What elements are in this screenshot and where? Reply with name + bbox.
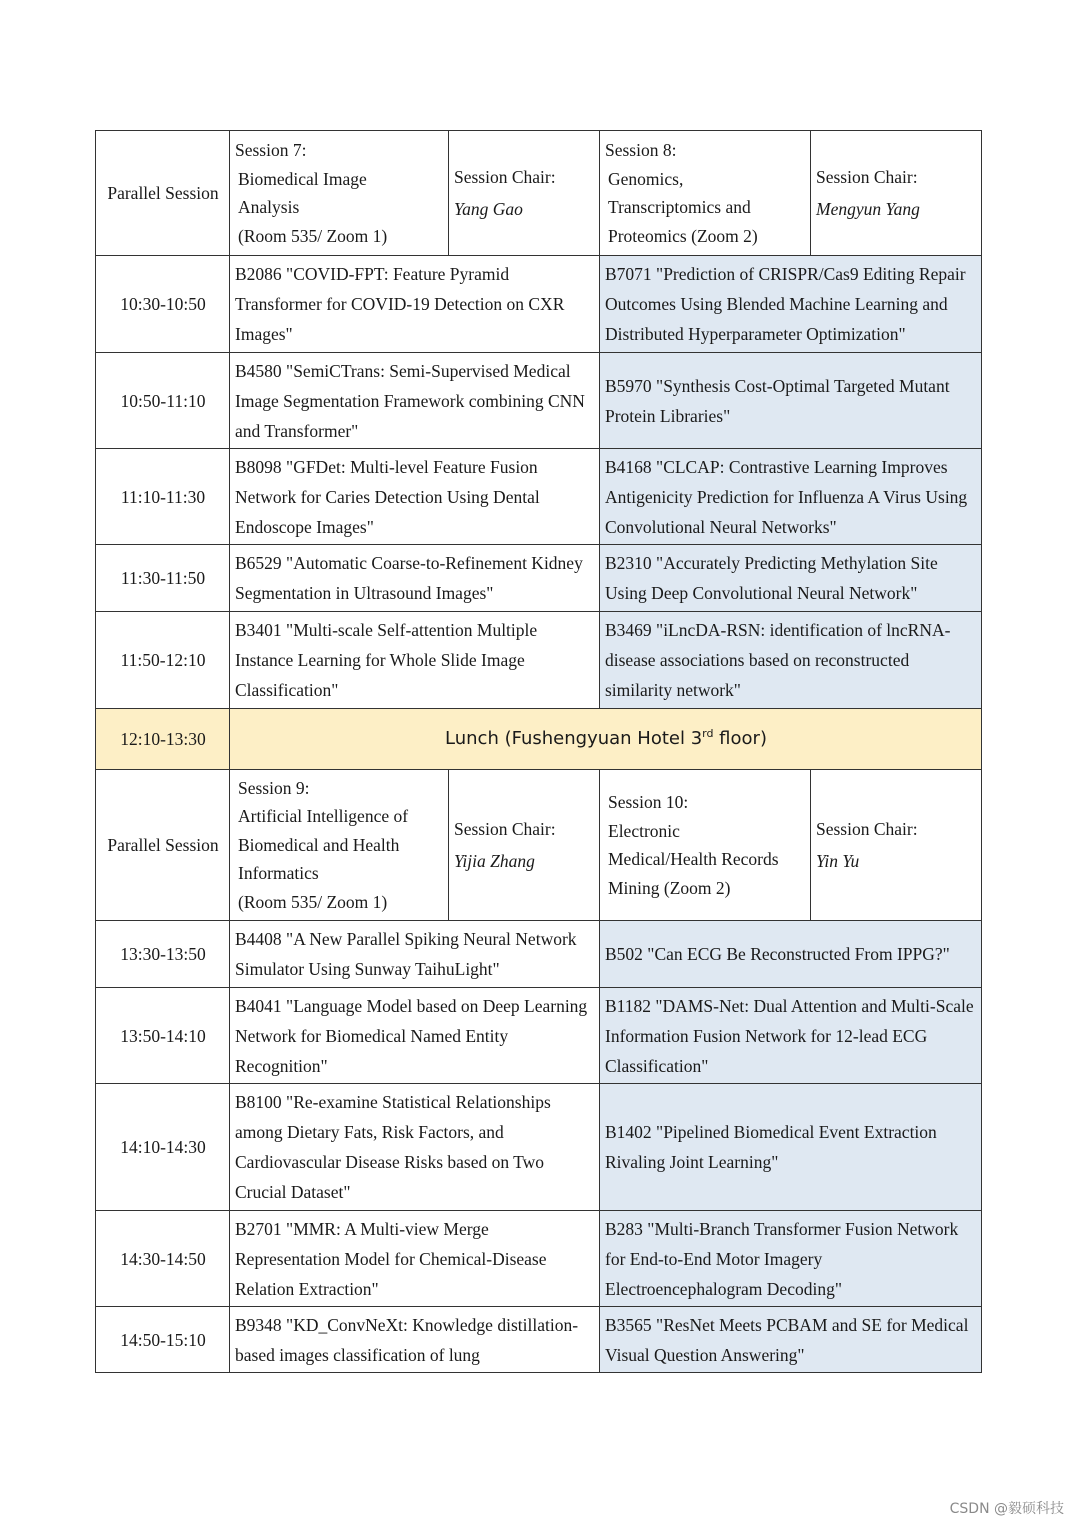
time-slot: 14:50-15:10 (96, 1307, 230, 1373)
paper-left: B4580 "SemiCTrans: Semi-Supervised Medical Image Segmentation Framework combining CNN and Transformer" (230, 353, 600, 449)
paper-left: B2701 "MMR: A Multi-view Merge Representation Model for Chemical-Disease Relation Extraction" (230, 1211, 600, 1307)
session-header-row (96, 770, 982, 921)
session-8-info (600, 131, 811, 256)
paper-left: B4041 "Language Model based on Deep Learning Network for Biomedical Named Entity Recognition" (230, 988, 600, 1084)
session-title: Session 8: (605, 140, 677, 160)
chair-label: Session Chair: (454, 819, 556, 839)
paper-left: B6529 "Automatic Coarse-to-Refinement Kidney Segmentation in Ultrasound Images" (230, 545, 600, 612)
lunch-title-sup: rd (702, 727, 714, 740)
session-topic: Electronic (608, 820, 680, 841)
paper-left: B2086 "COVID-FPT: Feature Pyramid Transformer for COVID-19 Detection on CXR Images" (230, 256, 600, 353)
paper-right: B1402 "Pipelined Biomedical Event Extraction Rivaling Joint Learning" (600, 1084, 982, 1211)
schedule-row (96, 612, 982, 709)
chair-name: Yijia Zhang (454, 851, 535, 871)
paper-right: B4168 "CLCAP: Contrastive Learning Improves Antigenicity Prediction for Influenza A Virus Using Convolutional Neural Networks" (600, 449, 982, 545)
watermark: CSDN @毅硕科技 (949, 1501, 1064, 1517)
chair-label: Session Chair: (454, 167, 556, 187)
session-topic: Biomedical and Health (238, 834, 400, 855)
session-title: Session 9: (238, 777, 310, 798)
session-title: Session 10: (608, 792, 689, 812)
session-10-chair (811, 770, 982, 921)
paper-right: B1182 "DAMS-Net: Dual Attention and Multi-Scale Information Fusion Network for 12-lead ECG Classification" (600, 988, 982, 1084)
session-topic: Biomedical Image (238, 168, 367, 189)
session-room: (Room 535/ Zoom 1) (238, 225, 388, 246)
time-slot: 14:30-14:50 (96, 1211, 230, 1307)
session-room: (Room 535/ Zoom 1) (238, 891, 388, 912)
session-title: Session 7: (235, 140, 307, 160)
paper-right: B283 "Multi-Branch Transformer Fusion Network for End-to-End Motor Imagery Electroencephalogram Decoding" (600, 1211, 982, 1307)
schedule-table (95, 130, 982, 1373)
time-slot: 10:50-11:10 (96, 353, 230, 449)
session-topic: Artificial Intelligence of (238, 806, 409, 827)
paper-right: B3469 "iLncDA-RSN: identification of lncRNA-disease associations based on reconstructed similarity network" (600, 612, 982, 709)
time-slot: 11:10-11:30 (96, 449, 230, 545)
paper-right: B2310 "Accurately Predicting Methylation Site Using Deep Convolutional Neural Network" (600, 545, 982, 612)
parallel-session-label: Parallel Session (96, 131, 230, 256)
lunch-title (230, 709, 982, 770)
time-slot: 14:10-14:30 (96, 1084, 230, 1211)
session-topic: Informatics (238, 863, 319, 884)
paper-left: B8100 "Re-examine Statistical Relationships among Dietary Fats, Risk Factors, and Cardiovascular Disease Risks based on Two Crucial Dataset" (230, 1084, 600, 1211)
session-topic: Genomics, (608, 168, 684, 189)
lunch-title-text: floor) (713, 728, 767, 749)
session-topic: Medical/Health Records (608, 849, 779, 869)
time-slot: 13:50-14:10 (96, 988, 230, 1084)
paper-left: B3401 "Multi-scale Self-attention Multiple Instance Learning for Whole Slide Image Classification" (230, 612, 600, 709)
schedule-row (96, 1211, 982, 1307)
schedule-row (96, 1084, 982, 1211)
chair-label: Session Chair: (816, 819, 918, 839)
chair-label: Session Chair: (816, 167, 918, 187)
paper-right: B5970 "Synthesis Cost-Optimal Targeted Mutant Protein Libraries" (600, 353, 982, 449)
session-10-info (600, 770, 811, 921)
time-slot: 13:30-13:50 (96, 921, 230, 988)
paper-left: B4408 "A New Parallel Spiking Neural Network Simulator Using Sunway TaihuLight" (230, 921, 600, 988)
lunch-title-text: Lunch (Fushengyuan Hotel 3 (445, 728, 703, 749)
session-7-info (230, 131, 449, 256)
chair-name: Yang Gao (454, 199, 523, 219)
session-7-chair (449, 131, 600, 256)
paper-left: B8098 "GFDet: Multi-level Feature Fusion Network for Caries Detection Using Dental Endoscope Images" (230, 449, 600, 545)
lunch-row (96, 709, 982, 770)
session-9-info (230, 770, 449, 921)
schedule-row (96, 1307, 982, 1373)
chair-name: Yin Yu (816, 851, 860, 871)
schedule-row (96, 988, 982, 1084)
paper-right: B502 "Can ECG Be Reconstructed From IPPG?" (600, 921, 982, 988)
schedule-row (96, 921, 982, 988)
chair-name: Mengyun Yang (816, 199, 920, 219)
session-topic: Analysis (238, 197, 300, 217)
session-9-chair (449, 770, 600, 921)
session-header-row (96, 131, 982, 256)
time-slot: 11:30-11:50 (96, 545, 230, 612)
schedule-row (96, 256, 982, 353)
session-room: Mining (Zoom 2) (608, 877, 731, 898)
session-8-chair (811, 131, 982, 256)
paper-right: B3565 "ResNet Meets PCBAM and SE for Medical Visual Question Answering" (600, 1307, 982, 1373)
schedule-row (96, 353, 982, 449)
paper-right: B7071 "Prediction of CRISPR/Cas9 Editing Repair Outcomes Using Blended Machine Learning and Distributed Hyperparameter Optimization" (600, 256, 982, 353)
time-slot: 11:50-12:10 (96, 612, 230, 709)
session-topic: Transcriptomics and (608, 197, 751, 217)
paper-left: B9348 "KD_ConvNeXt: Knowledge distillation-based images classification of lung (230, 1307, 600, 1373)
lunch-time: 12:10-13:30 (96, 709, 230, 770)
schedule-row (96, 449, 982, 545)
parallel-session-label: Parallel Session (96, 770, 230, 921)
schedule-row (96, 545, 982, 612)
time-slot: 10:30-10:50 (96, 256, 230, 353)
session-room: Proteomics (Zoom 2) (608, 225, 758, 246)
